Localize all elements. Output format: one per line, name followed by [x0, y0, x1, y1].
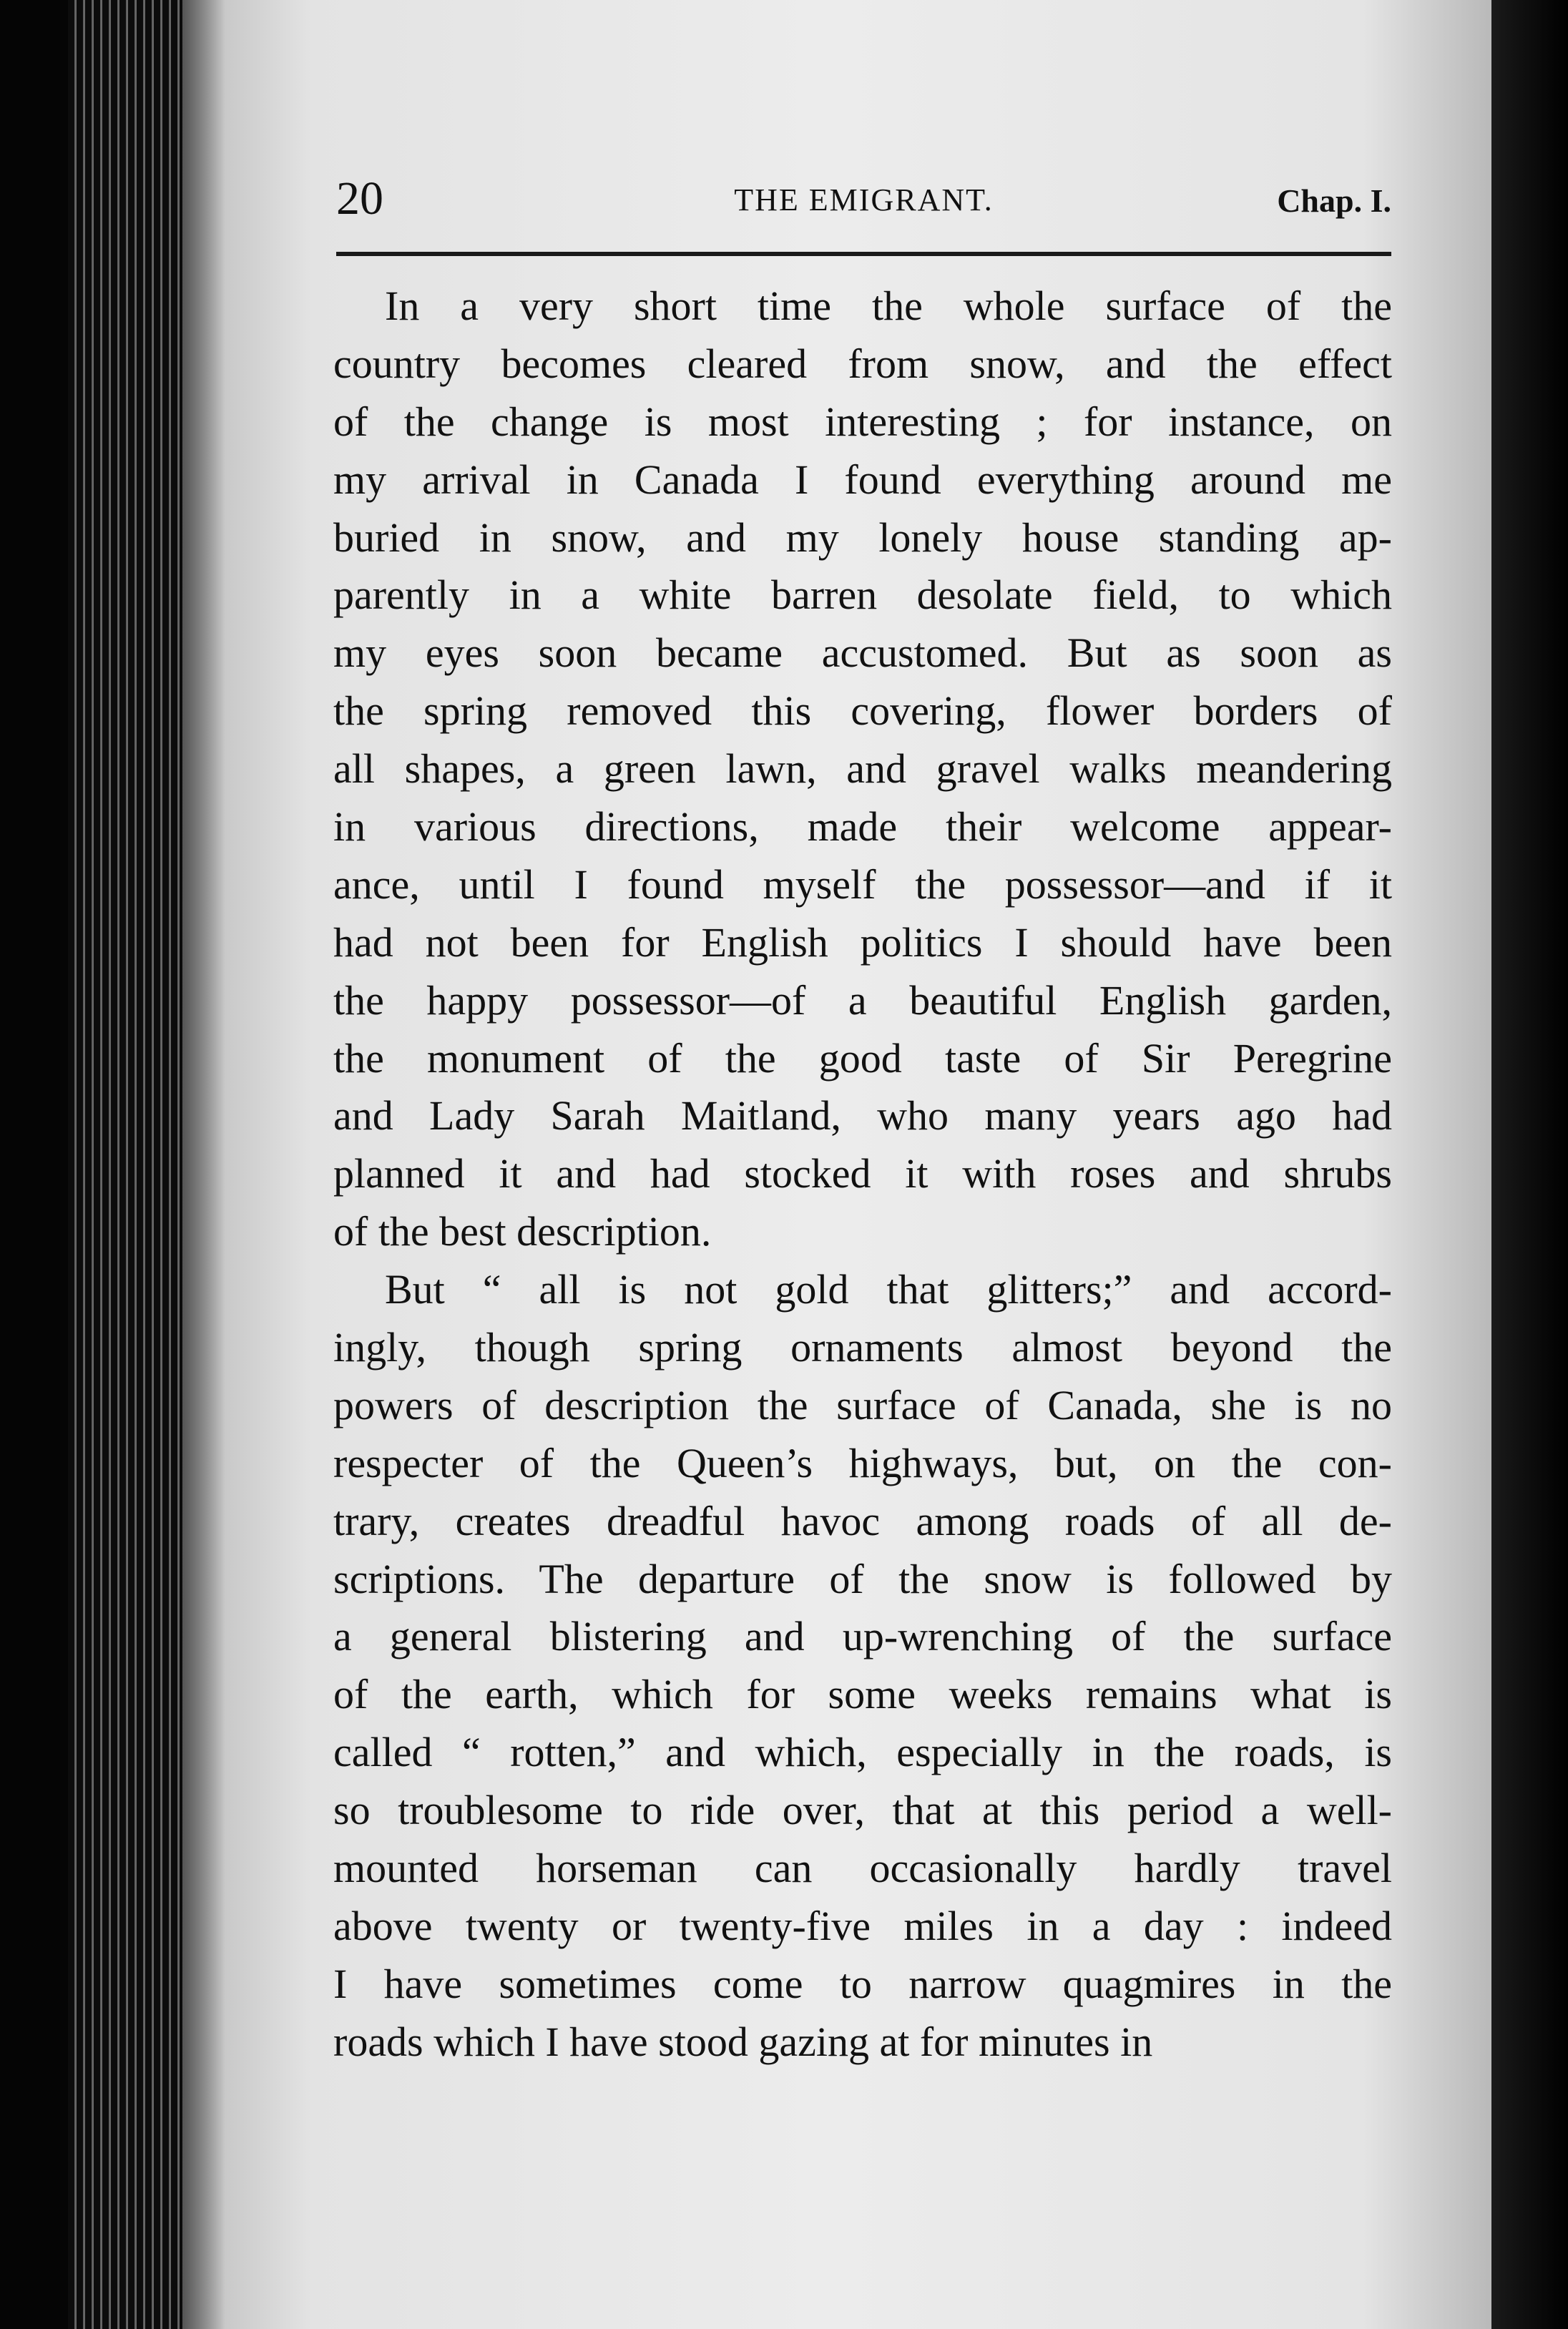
text-line: of the change is most interesting ; for instance, on [333, 398, 1392, 445]
running-title: THE EMIGRANT. [734, 182, 994, 217]
text-line: my arrival in Canada I found everything around me [333, 456, 1392, 503]
text-line: powers of description the surface of Canada, she is no [333, 1381, 1392, 1428]
text-line: scriptions. The departure of the snow is followed by [333, 1555, 1392, 1602]
text-line: mounted horseman can occasionally hardly travel [333, 1845, 1392, 1892]
text-line: and Lady Sarah Maitland, who many years ago had [333, 1092, 1392, 1139]
paragraph [333, 1261, 1392, 2071]
dark-margin [1491, 0, 1568, 2329]
text-line: the happy possessor—of a beautiful English garden, [333, 976, 1392, 1024]
paragraph [333, 278, 1392, 1261]
text-line: ingly, though spring ornaments almost beyond the [333, 1324, 1392, 1371]
text-line: above twenty or twenty-five miles in a day : indeed [333, 1902, 1392, 1949]
text-line: the monument of the good taste of Sir Peregrine [333, 1034, 1392, 1082]
text-line: ance, until I found myself the possessor—and if it [333, 860, 1392, 908]
text-line: all shapes, a green lawn, and gravel walks meandering [333, 745, 1392, 793]
text-line: of the earth, which for some weeks remains what is [333, 1671, 1392, 1718]
body-text [333, 278, 1392, 2071]
text-line: so troublesome to ride over, that at this period a well- [333, 1787, 1392, 1834]
text-line: respecter of the Queen’s highways, but, on the con- [333, 1439, 1392, 1486]
text-line: called “ rotten,” and which, especially in the roads, is [333, 1729, 1392, 1776]
text-line: I have sometimes come to narrow quagmires in the [333, 1960, 1392, 2007]
text-line: country becomes cleared from snow, and the effect [333, 340, 1392, 387]
chapter-label: Chap. I. [1277, 182, 1391, 219]
text-line: the spring removed this covering, flower borders of [333, 687, 1392, 735]
text-line: buried in snow, and my lonely house standing ap- [333, 514, 1392, 561]
text-line: parently in a white barren desolate field, to which [333, 572, 1392, 619]
text-line: had not been for English politics I should have been [333, 918, 1392, 966]
text-line: roads which I have stood gazing at for minutes in [333, 2018, 1153, 2065]
text-line: trary, creates dreadful havoc among roads of all de- [333, 1497, 1392, 1544]
text-line: in various directions, made their welcome appear- [333, 803, 1392, 850]
header-rule [336, 252, 1391, 256]
running-header [336, 172, 1391, 229]
text-line: my eyes soon became accustomed. But as soon as [333, 629, 1392, 677]
book-page-edges [68, 0, 200, 2329]
text-line: In a very short time the whole surface of the [385, 283, 1392, 329]
text-line: planned it and had stocked it with roses and shrubs [333, 1150, 1392, 1197]
text-line: a general blistering and up-wrenching of the surface [333, 1613, 1392, 1660]
text-line: But “ all is not gold that glitters;” and accord- [385, 1266, 1392, 1313]
text-line: of the best description. [333, 1208, 712, 1255]
page-number: 20 [336, 172, 383, 225]
binding-shadow [182, 0, 225, 2329]
